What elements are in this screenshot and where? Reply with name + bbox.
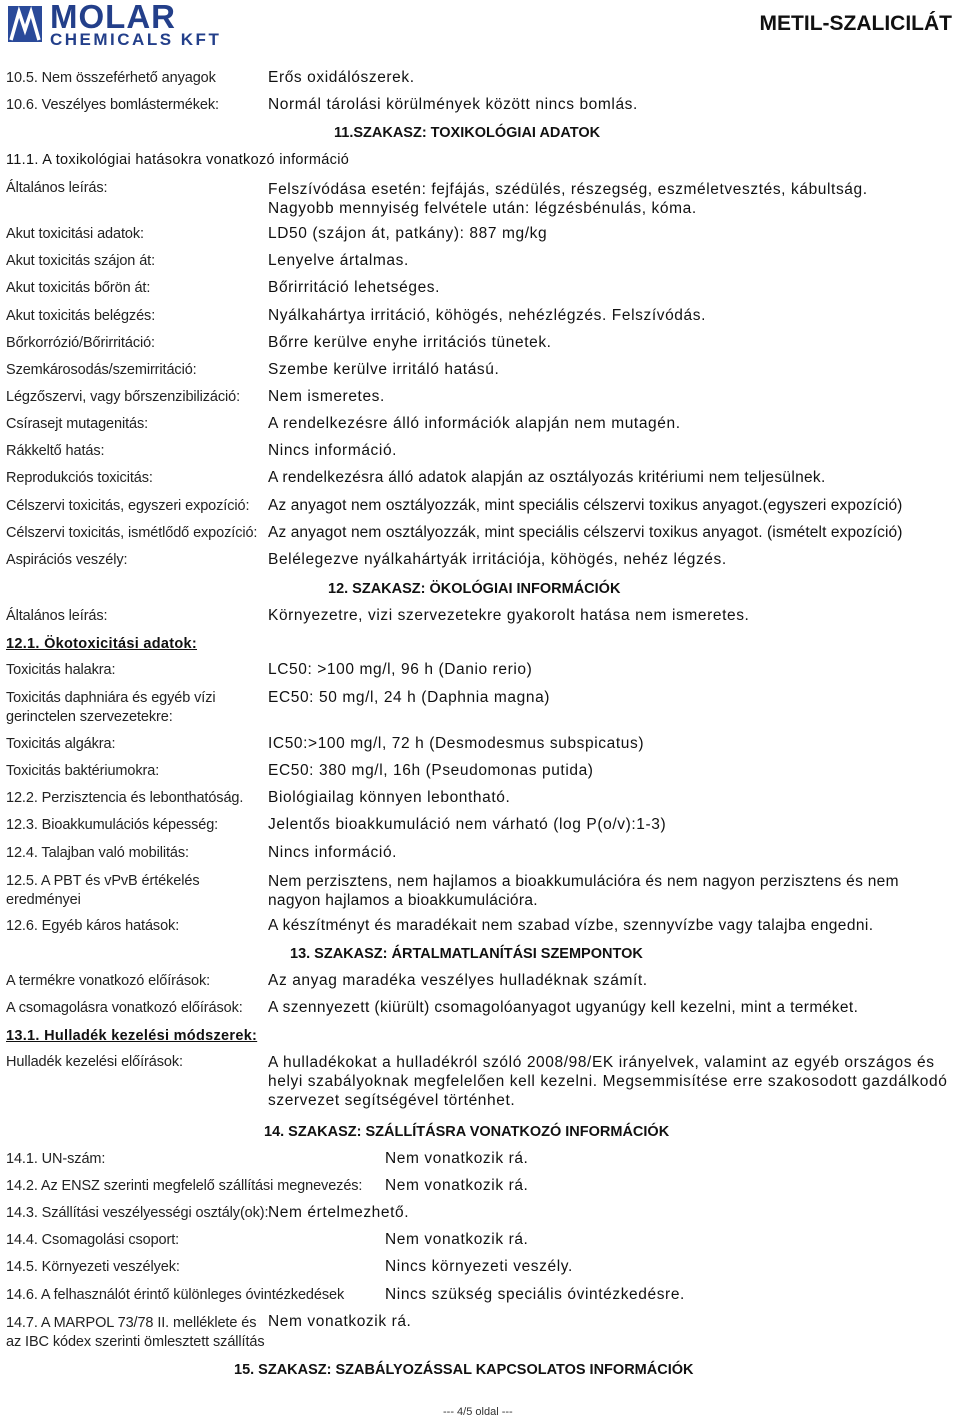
eco-label: Toxicitás daphniára és egyéb vízi gerinctelen szervezetekre: — [6, 690, 216, 725]
tox-label: Akut toxicitás belégzés: — [6, 308, 156, 324]
eco-value: IC50:>100 mg/l, 72 h (Desmodesmus subspicatus) — [268, 735, 645, 752]
eco-value: Biológiailag könnyen lebontható. — [268, 789, 511, 806]
tox-label: Szemkárosodás/szemirritáció: — [6, 362, 197, 378]
transport-value: Nem vonatkozik rá. — [268, 1313, 412, 1330]
eco-label: 12.4. Talajban való mobilitás: — [6, 845, 189, 861]
molar-logo-icon — [6, 4, 46, 46]
general-label: Általános leírás: — [6, 180, 108, 196]
tox-label: Akut toxicitási adatok: — [6, 226, 144, 242]
tox-label: Akut toxicitás szájon át: — [6, 253, 156, 269]
disposal-label: A csomagolásra vonatkozó előírások: — [6, 1000, 243, 1016]
general-value: Felszívódása esetén: fejfájás, szédülés, részegség, eszméletvesztés, kábultság. Nagyobb mennyiség felvétele után: légzésbénulás, kóma. — [268, 181, 868, 217]
eco-value: Jelentős bioakkumuláció nem várható (log P(o/v):1-3) — [268, 816, 667, 833]
transport-value: Nem értelmezhető. — [268, 1204, 410, 1221]
tox-value: A rendelkezésre álló információk alapján nem mutagén. — [268, 415, 681, 432]
eco-label: 12.5. A PBT és vPvB értékelés eredményei — [6, 873, 200, 908]
logo-subname: CHEMICALS KFT — [50, 30, 222, 49]
section-15-title: 15. SZAKASZ: SZABÁLYOZÁSSAL KAPCSOLATOS INFORMÁCIÓK — [234, 1362, 694, 1378]
disposal-value: Az anyag maradéka veszélyes hulladéknak számít. — [268, 972, 648, 989]
section-11-title: 11.SZAKASZ: TOXIKOLÓGIAI ADATOK — [334, 125, 601, 141]
transport-label: 14.2. Az ENSZ szerinti megfelelő szállítási megnevezés: — [6, 1178, 363, 1194]
tox-label: Akut toxicitás bőrön át: — [6, 280, 151, 296]
row-value: Erős oxidálószerek. — [268, 69, 415, 86]
row-value: Normál tárolási körülmények között nincs bomlás. — [268, 96, 638, 113]
tox-label: Rákkeltő hatás: — [6, 443, 105, 459]
general-label: Általános leírás: — [6, 608, 108, 624]
transport-label: 14.1. UN-szám: — [6, 1151, 106, 1167]
transport-value: Nem vonatkozik rá. — [385, 1177, 529, 1194]
eco-label: Toxicitás algákra: — [6, 736, 116, 752]
waste-label: Hulladék kezelési előírások: — [6, 1054, 183, 1070]
tox-value: Nyálkahártya irritáció, köhögés, nehézlégzés. Felszívódás. — [268, 307, 706, 324]
transport-value: Nincs szükség speciális óvintézkedésre. — [385, 1286, 685, 1303]
eco-label: Toxicitás baktériumokra: — [6, 763, 160, 779]
tox-value: Nincs információ. — [268, 442, 398, 459]
transport-label: 14.4. Csomagolási csoport: — [6, 1232, 180, 1248]
section-13-title: 13. SZAKASZ: ÁRTALMATLANÍTÁSI SZEMPONTOK — [290, 946, 643, 962]
transport-label: 14.6. A felhasználót érintő különleges óvintézkedések — [6, 1287, 345, 1303]
section-14-title: 14. SZAKASZ: SZÁLLÍTÁSRA VONATKOZÓ INFORMÁCIÓK — [264, 1124, 670, 1140]
transport-value: Nem vonatkozik rá. — [385, 1231, 529, 1248]
eco-value: Nincs információ. — [268, 844, 398, 861]
waste-value: A hulladékokat a hulladékról szóló 2008/98/EK irányelvek, valamint az egyéb országos és helyi szabályoknak megfelelően kell kezelni. Megsemmisítése erre szakosodott gazdálkodó szervezet segítségével történhet. — [268, 1054, 948, 1109]
tox-value: Nem ismeretes. — [268, 388, 385, 405]
tox-label: Célszervi toxicitás, egyszeri expozíció: — [6, 498, 250, 514]
tox-value: Szembe kerülve irritáló hatású. — [268, 361, 500, 378]
row-label: 10.6. Veszélyes bomlástermékek: — [6, 97, 219, 113]
section-13-subhead: 13.1. Hulladék kezelési módszerek: — [6, 1028, 258, 1044]
tox-value: Bőrirritáció lehetséges. — [268, 279, 441, 296]
document-title: METIL-SZALICILÁT — [759, 12, 952, 35]
eco-label: 12.6. Egyéb káros hatások: — [6, 918, 180, 934]
transport-label: 14.5. Környezeti veszélyek: — [6, 1259, 180, 1275]
tox-label: Bőrkorrózió/Bőrirritáció: — [6, 335, 155, 351]
tox-label: Csírasejt mutagenitás: — [6, 416, 149, 432]
transport-label: 14.7. A MARPOL 73/78 II. melléklete és az IBC kódex szerinti ömlesztett szállítás — [6, 1315, 265, 1350]
section-11-subhead: 11.1. A toxikológiai hatásokra vonatkozó információ — [6, 152, 350, 168]
eco-label: 12.3. Bioakkumulációs képesség: — [6, 817, 219, 833]
tox-value: Lenyelve ártalmas. — [268, 252, 409, 269]
row-label: 10.5. Nem összeférhető anyagok — [6, 70, 216, 86]
tox-label: Légzőszervi, vagy bőrszenzibilizáció: — [6, 389, 241, 405]
section-12-title: 12. SZAKASZ: ÖKOLÓGIAI INFORMÁCIÓK — [328, 581, 621, 597]
tox-value: A rendelkezésra álló adatok alapján az osztályozás kritériumi nem teljesülnek. — [268, 469, 826, 486]
company-logo — [6, 2, 226, 48]
tox-label: Reprodukciós toxicitás: — [6, 470, 153, 486]
tox-value: Bőrre kerülve enyhe irritációs tünetek. — [268, 334, 552, 351]
transport-value: Nem vonatkozik rá. — [385, 1150, 529, 1167]
transport-label: 14.3. Szállítási veszélyességi osztály(ok): — [6, 1205, 269, 1221]
tox-value: LD50 (szájon át, patkány): 887 mg/kg — [268, 225, 548, 242]
disposal-label: A termékre vonatkozó előírások: — [6, 973, 211, 989]
page-number: --- 4/5 oldal --- — [443, 1406, 513, 1418]
tox-label: Célszervi toxicitás, ismétlődő expozíció: — [6, 525, 258, 541]
eco-value: EC50: 50 mg/l, 24 h (Daphnia magna) — [268, 689, 551, 706]
eco-value: A készítményt és maradékait nem szabad vízbe, szennyvízbe vagy talajba engedni. — [268, 917, 874, 934]
eco-value: EC50: 380 mg/l, 16h (Pseudomonas putida) — [268, 762, 594, 779]
disposal-value: A szennyezett (kiürült) csomagolóanyagot ugyanúgy kell kezelni, mint a terméket. — [268, 999, 859, 1016]
eco-label: 12.2. Perzisztencia és lebonthatóság. — [6, 790, 244, 806]
general-value: Környezetre, vizi szervezetekre gyakorolt hatása nem ismeretes. — [268, 607, 750, 624]
eco-value: Nem perzisztens, nem hajlamos a bioakkumulációra és nem nagyon perzisztens és nem nagyon hajlamos a bioakkumulációra. — [268, 873, 899, 909]
tox-value: Belélegezve nyálkahártyák irritációja, köhögés, nehéz légzés. — [268, 551, 727, 568]
logo-name: MOLAR — [50, 0, 176, 35]
tox-value: Az anyagot nem osztályozzák, mint speciális célszervi toxikus anyagot. (ismételt expozíció) — [268, 524, 903, 541]
transport-value: Nincs környezeti veszély. — [385, 1258, 573, 1275]
eco-value: LC50: >100 mg/l, 96 h (Danio rerio) — [268, 661, 533, 678]
tox-label: Aspirációs veszély: — [6, 552, 128, 568]
eco-label: Toxicitás halakra: — [6, 662, 116, 678]
tox-value: Az anyagot nem osztályozzák, mint speciális célszervi toxikus anyagot.(egyszeri expozíció) — [268, 497, 903, 514]
section-12-subhead: 12.1. Ökotoxicitási adatok: — [6, 636, 198, 652]
